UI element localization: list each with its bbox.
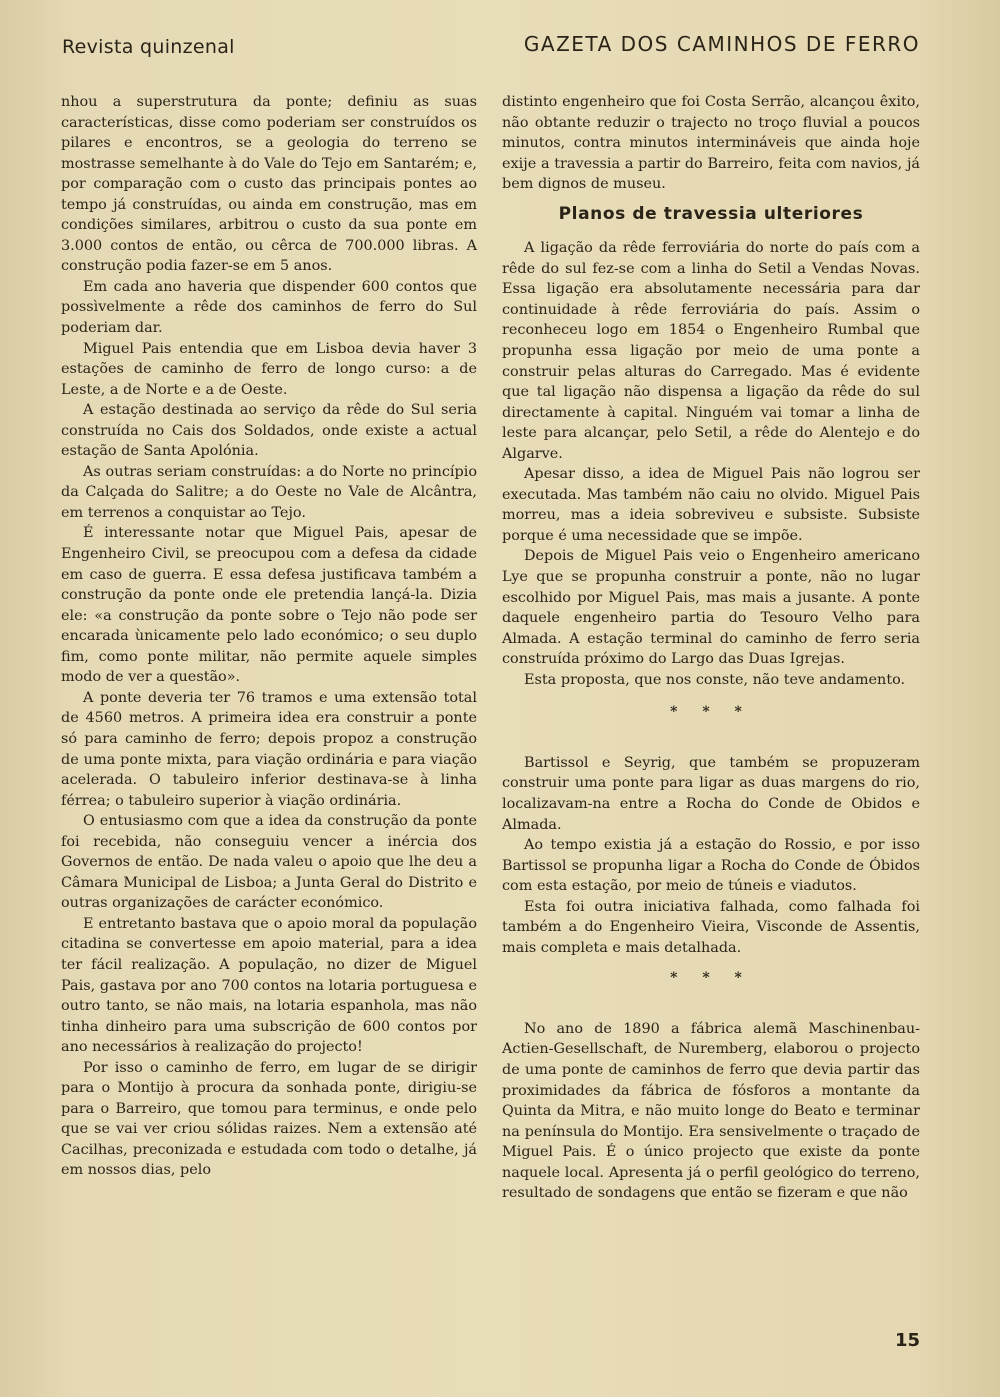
- paragraph: A estação destinada ao serviço da rêde do Sul seria construída no Cais dos Soldados, onde existe a actual estação de Santa Apolónia.: [61, 402, 477, 460]
- section-separator: * * *: [670, 704, 752, 721]
- paragraph: A ligação da rêde ferroviária do norte do país com a rêde do sul fez-se com a linha do Setil a Vendas Novas. Essa ligação era absolutamente necessária para dar continuidade à rêde ferroviária do país. Assim o reconheceu logo em 1854 o Engenheiro Rumbal que propunha essa ligação por meio de uma ponte a construir pelas alturas do Carregado. Mas é evidente que tal ligação não dispensa a ligação da rêde do sul directamente à capital. Ninguém vai tomar a linha de leste para alcançar, pelo Setil, a rêde do Alentejo e do Algarve.: [502, 240, 920, 462]
- right-column: [502, 92, 920, 1204]
- paragraph: Bartissol e Seyrig, que também se propuzeram construir uma ponte para ligar as duas margens do rio, localizavam-na entre a Rocha do Conde de Obidos e Almada.: [502, 754, 920, 833]
- left-column: [61, 92, 477, 1181]
- section-title: Planos de travessia ulteriores: [558, 203, 864, 224]
- paragraph: Esta proposta, que nos conste, não teve andamento.: [524, 671, 906, 688]
- paragraph: Depois de Miguel Pais veio o Engenheiro americano Lye que se propunha construir a ponte, não no lugar escolhido por Miguel Pais, mas mais a jusante. A ponte daquele engenheiro partia do Tesouro Velho para Almada. A estação terminal do caminho de ferro seria construída próximo do Largo das Duas Igrejas.: [502, 548, 920, 668]
- paragraph: A ponte deveria ter 76 tramos e uma extensão total de 4560 metros. A primeira idea era construir a ponte só para caminho de ferro; depois propoz a construção de uma ponte mixta, para viação ordinária e para viação acelerada. O tabuleiro inferior destinava-se à linha férrea; o tabuleiro superior à viação ordinária.: [61, 689, 477, 809]
- paragraph: distinto engenheiro que foi Costa Serrão, alcançou êxito, não obtante reduzir o trajecto no troço fluvial a poucos minutos, contra minutos intermináveis que ainda hoje exije a travessia a partir do Barreiro, feita com navios, já bem dignos de museu.: [502, 94, 920, 193]
- page-number: 15: [894, 1330, 920, 1351]
- paragraph: Por isso o caminho de ferro, em lugar de se dirigir para o Montijo à procura da sonhada ponte, dirigiu-se para o Barreiro, que tomou para terminus, e onde pelo que se vai ver criou sólidas raizes. Nem a extensão até Cacilhas, preconizada e estudada com todo o detalhe, já em nossos dias, pelo: [61, 1059, 477, 1179]
- header-left: Revista quinzenal: [62, 36, 235, 58]
- paragraph: Miguel Pais entendia que em Lisboa devia haver 3 estações de caminho de ferro de longo curso: a de Leste, a de Norte e a de Oeste.: [61, 340, 477, 398]
- paragraph: As outras seriam construídas: a do Norte no princípio da Calçada do Salitre; a do Oeste no Vale de Alcântra, em terrenos a conquistar ao Tejo.: [61, 463, 477, 521]
- paragraph: Ao tempo existia já a estação do Rossio, e por isso Bartissol se propunha ligar a Rocha do Conde de Óbidos com esta estação, por meio de túneis e viadutos.: [502, 837, 920, 895]
- paragraph: Apesar disso, a idea de Miguel Pais não logrou ser executada. Mas também não caiu no olvido. Miguel Pais morreu, mas a ideia sobreviveu e subsiste. Subsiste porque é uma necessidade que se impõe.: [502, 466, 920, 544]
- paragraph: É interessante notar que Miguel Pais, apesar de Engenheiro Civil, se preocupou com a defesa da cidade em caso de guerra. E essa defesa justificava também a construção da ponte onde ele pretendia lançá-la. Dizia ele: «a construção da ponte sobre o Tejo não pode ser encarada ùnicamente pelo lado económico; o seu duplo fim, como ponte militar, não permite aquele simples modo de ver a questão».: [61, 525, 477, 686]
- section-separator: * * *: [670, 970, 752, 987]
- paragraph: Em cada ano haveria que dispender 600 contos que possìvelmente a rêde dos caminhos de ferro do Sul poderiam dar.: [61, 278, 477, 337]
- running-header: [62, 30, 920, 64]
- paragraph: O entusiasmo com que a idea da construção da ponte foi recebida, não conseguiu vencer a inércia dos Governos de então. De nada valeu o apoio que lhe deu a Câmara Municipal de Lisboa; a Junta Geral do Distrito e outras organizações de carácter económico.: [61, 813, 477, 912]
- header-right: GAZETA DOS CAMINHOS DE FERRO: [523, 32, 920, 56]
- paragraph: E entretanto bastava que o apoio moral da população citadina se convertesse em apoio material, para a idea ter fácil realização. A população, no dizer de Miguel Pais, gastava por ano 700 contos na lotaria portuguesa e outro tanto, se não mais, na lotaria espanhola, mas não tinha dinheiro para uma subscrição de 600 contos por ano necessários à realização do projecto!: [61, 915, 477, 1056]
- paragraph: No ano de 1890 a fábrica alemã Maschinenbau-Actien-Gesellschaft, de Nuremberg, elaborou o projecto de uma ponte de caminhos de ferro que devia partir das proximidades da fábrica de fósforos a montante da Quinta da Mitra, e não muito longe do Beato e terminar na península do Montijo. Era sensivelmente o traçado de Miguel Pais. É o único projecto que existe da ponte naquele local. Apresenta já o perfil geológico do terreno, resultado de sondagens que então se fizeram e que não: [502, 1020, 920, 1202]
- paragraph: Esta foi outra iniciativa falhada, como falhada foi também a do Engenheiro Vieira, Visconde de Assentis, mais completa e mais detalhada.: [502, 898, 920, 956]
- paragraph: nhou a superstrutura da ponte; definiu as suas características, disse como poderiam ser construídos os pilares e encontros, se a geologia do terreno se mostrasse semelhante à do Vale do Tejo em Santarém; e, por comparação com o custo das principais pontes ao tempo já construídas, ou ainda em construção, mas em condições similares, arbitrou o custo da sua ponte em 3.000 contos de então, ou cêrca de 700.000 libras. A construção podia fazer-se em 5 anos.: [61, 94, 477, 275]
